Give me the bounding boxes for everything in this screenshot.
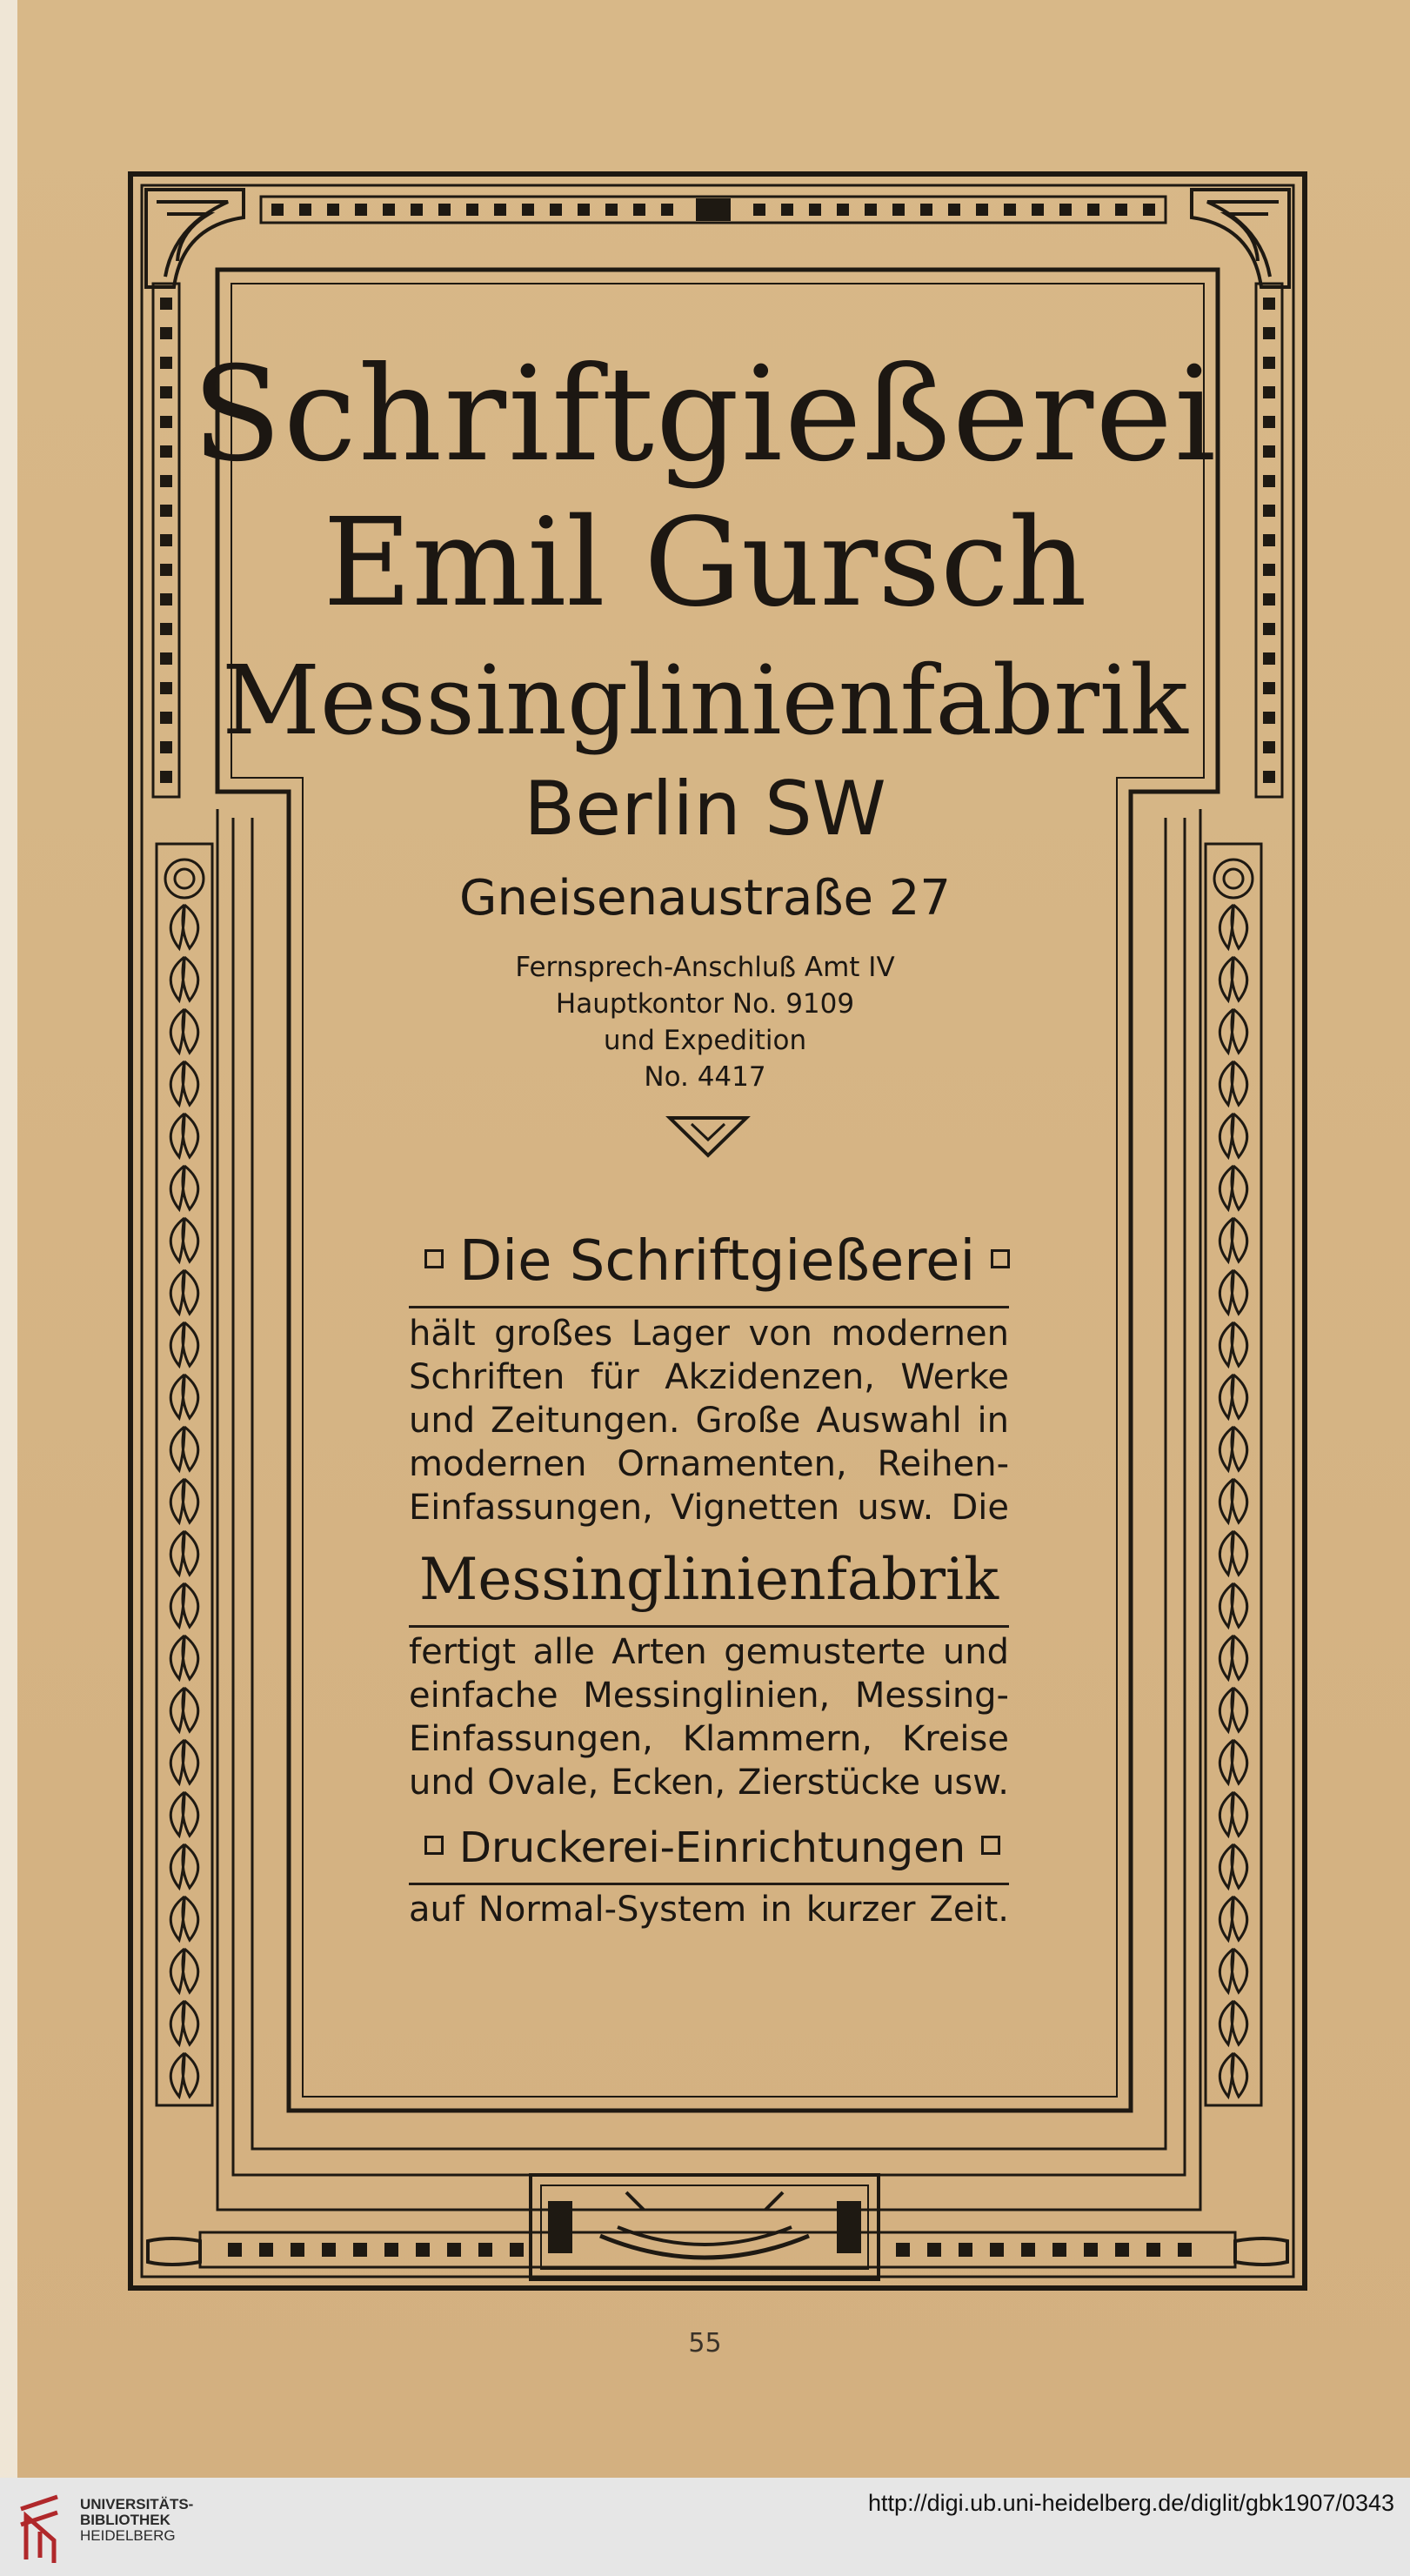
city-line: Berlin SW xyxy=(524,766,886,853)
section-rule xyxy=(409,1625,1009,1628)
phone-line: Hauptkontor No. 9109 xyxy=(555,988,855,1020)
paragraph-line: Einfassungen, Vignetten usw. Die xyxy=(409,1488,1009,1528)
section-paragraph-foundry xyxy=(409,1312,1009,1529)
square-bullet-icon xyxy=(424,1836,444,1855)
square-bullet-icon xyxy=(991,1249,1010,1268)
section-rule xyxy=(409,1883,1009,1885)
phone-line: und Expedition xyxy=(603,1025,807,1056)
section-heading-text: Druckerei-Einrichtungen xyxy=(459,1823,966,1872)
phone-line: Fernsprech-Anschluß Amt IV xyxy=(515,952,895,983)
title-company-name: Emil Gursch xyxy=(323,492,1087,634)
paragraph-line: Einfassungen, Klammern, Kreise xyxy=(409,1719,1009,1759)
section-heading-text: Die Schriftgießerei xyxy=(459,1229,976,1294)
section-paragraph-printing xyxy=(409,1888,1009,1931)
paragraph-line: fertigt alle Arten gemusterte und xyxy=(409,1632,1009,1672)
section-heading-printing xyxy=(409,1820,1009,1876)
title-foundry: Schriftgießerei xyxy=(191,339,1219,491)
institution-line: BIBLIOTHEK xyxy=(80,2512,170,2528)
section-rule xyxy=(409,1306,1009,1308)
institution-line: HEIDELBERG xyxy=(80,2527,176,2544)
paragraph-line: auf Normal-System in kurzer Zeit. xyxy=(409,1890,1009,1930)
source-url-link[interactable]: http://digi.ub.uni-heidelberg.de/diglit/gbk1907/0343 xyxy=(868,2490,1394,2516)
square-bullet-icon xyxy=(981,1836,1000,1855)
paragraph-line: einfache Messinglinien, Messing- xyxy=(409,1676,1009,1716)
paragraph-line: und Ovale, Ecken, Zierstücke usw. xyxy=(409,1763,1009,1803)
section-paragraph-brass-factory xyxy=(409,1630,1009,1804)
street-address: Gneisenaustraße 27 xyxy=(458,870,952,927)
university-logo-icon xyxy=(14,2490,75,2565)
institution-name xyxy=(80,2497,193,2544)
paragraph-line: modernen Ornamenten, Reihen- xyxy=(409,1444,1009,1484)
paragraph-line: Schriften für Akzidenzen, Werke xyxy=(409,1357,1009,1397)
phone-line: No. 4417 xyxy=(644,1061,766,1093)
paragraph-line: hält großes Lager von modernen xyxy=(409,1314,1009,1354)
square-bullet-icon xyxy=(424,1249,444,1268)
section-heading-brass-factory: Messinglinienfabrik xyxy=(418,1546,999,1613)
institution-line: UNIVERSITÄTS- xyxy=(80,2496,194,2512)
paragraph-line: und Zeitungen. Große Auswahl in xyxy=(409,1401,1009,1441)
title-brass-factory: Messinglinienfabrik xyxy=(222,645,1188,756)
page-number: 55 xyxy=(688,2328,722,2359)
section-heading-foundry xyxy=(409,1227,1009,1296)
